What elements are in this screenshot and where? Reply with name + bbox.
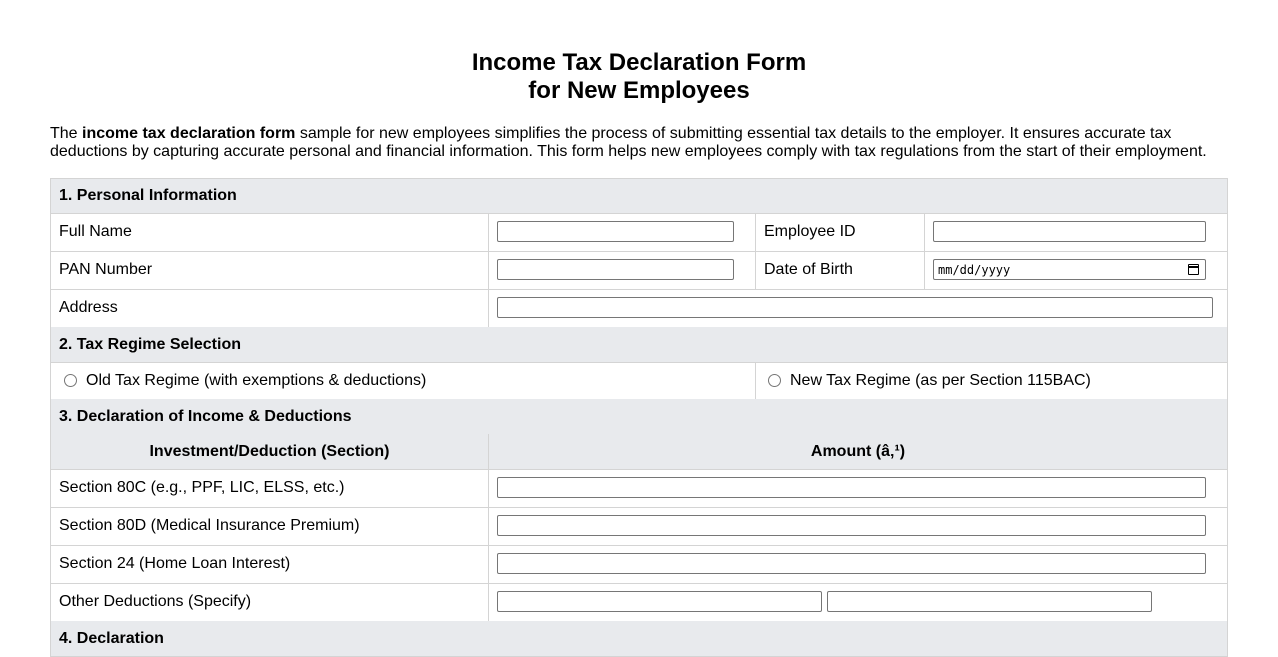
dob-cell: [924, 251, 1227, 289]
column-header-investment: [51, 434, 488, 469]
dob-label: [755, 251, 924, 289]
amount-input-80c[interactable]: [497, 477, 1206, 498]
other-deduction-specify-input[interactable]: [497, 591, 822, 612]
form-title-line1: Income Tax Declaration Form: [471, 49, 807, 76]
deduction-label-80d: [51, 507, 488, 545]
address-label-text: Address: [59, 299, 118, 316]
deduction-label-other: [51, 583, 488, 621]
other-deduction-amount-input[interactable]: [827, 591, 1152, 612]
pan-cell: [488, 251, 755, 289]
section-personal-title: 1. Personal Information: [59, 187, 237, 204]
new-regime-option[interactable]: [755, 362, 1227, 399]
new-regime-label: New Tax Regime (as per Section 115BAC): [790, 371, 1091, 389]
dob-label-text: Date of Birth: [764, 261, 853, 278]
intro-suffix: sample for new employees simplifies the process of submitting essential tax details to the employer. It ensures accurate tax deductions by capturing accurate personal and financial information. This form helps new employees comply with tax regulations from the start of their employment.: [50, 125, 1207, 160]
section-regime-heading: [50, 327, 1228, 363]
row-pan-dob: [50, 251, 1228, 290]
intro-paragraph: [50, 125, 1230, 161]
section-declaration-title: 4. Declaration: [59, 629, 164, 647]
table-row: [50, 545, 1228, 584]
address-label: [51, 289, 488, 327]
section-regime-title: 2. Tax Regime Selection: [59, 335, 241, 353]
row-regime-options: [50, 362, 1228, 400]
address-cell: [488, 289, 1227, 327]
deduction-label-other-text: Other Deductions (Specify): [59, 593, 252, 610]
form-title: [0, 49, 1278, 105]
row-name-employee-id: [50, 213, 1228, 252]
section-personal-heading: [50, 178, 1228, 214]
old-regime-option[interactable]: [64, 362, 754, 399]
dob-placeholder: mm/dd/yyyy: [938, 262, 1011, 277]
employee-id-label-text: Employee ID: [764, 223, 856, 240]
old-regime-radio[interactable]: [64, 374, 77, 387]
full-name-label-text: Full Name: [59, 223, 132, 240]
employee-id-cell: [924, 213, 1227, 251]
column-header-amount: [488, 434, 1227, 469]
section-income-heading: [50, 399, 1228, 435]
full-name-cell: [488, 213, 755, 251]
deduction-label-80c: [51, 469, 488, 507]
table-row: [50, 507, 1228, 546]
form-title-line2: for New Employees: [528, 77, 750, 104]
column-header-investment-text: Investment/Deduction (Section): [149, 442, 390, 460]
amount-cell-24: [488, 545, 1227, 583]
deduction-label-24-text: Section 24 (Home Loan Interest): [59, 555, 291, 572]
pan-label: [51, 251, 488, 289]
amount-input-80d[interactable]: [497, 515, 1206, 536]
amount-cell-other: [488, 583, 1227, 621]
income-table-header: [50, 434, 1228, 470]
intro-bold: income tax declaration form: [82, 125, 296, 142]
amount-input-24[interactable]: [497, 553, 1206, 574]
column-header-amount-text: Amount (â‚¹): [810, 442, 906, 460]
amount-cell-80c: [488, 469, 1227, 507]
pan-label-text: PAN Number: [59, 261, 153, 278]
new-regime-radio[interactable]: [768, 374, 781, 387]
table-row: [50, 469, 1228, 508]
intro-prefix: The: [50, 125, 83, 142]
calendar-icon[interactable]: [1188, 264, 1199, 275]
employee-id-label: [755, 213, 924, 251]
full-name-input[interactable]: [497, 221, 734, 242]
dob-input[interactable]: [933, 259, 1206, 280]
pan-input[interactable]: [497, 259, 734, 280]
section-income-title: 3. Declaration of Income & Deductions: [59, 407, 352, 425]
deduction-label-80d-text: Section 80D (Medical Insurance Premium): [59, 517, 360, 534]
employee-id-input[interactable]: [933, 221, 1206, 242]
address-input[interactable]: [497, 297, 1213, 318]
row-address: [50, 289, 1228, 328]
table-row: [50, 583, 1228, 622]
deduction-label-24: [51, 545, 488, 583]
deduction-label-80c-text: Section 80C (e.g., PPF, LIC, ELSS, etc.): [59, 479, 345, 496]
amount-cell-80d: [488, 507, 1227, 545]
full-name-label: [51, 213, 488, 251]
section-declaration-heading: [50, 621, 1228, 657]
old-regime-label: Old Tax Regime (with exemptions & deductions): [86, 371, 427, 389]
